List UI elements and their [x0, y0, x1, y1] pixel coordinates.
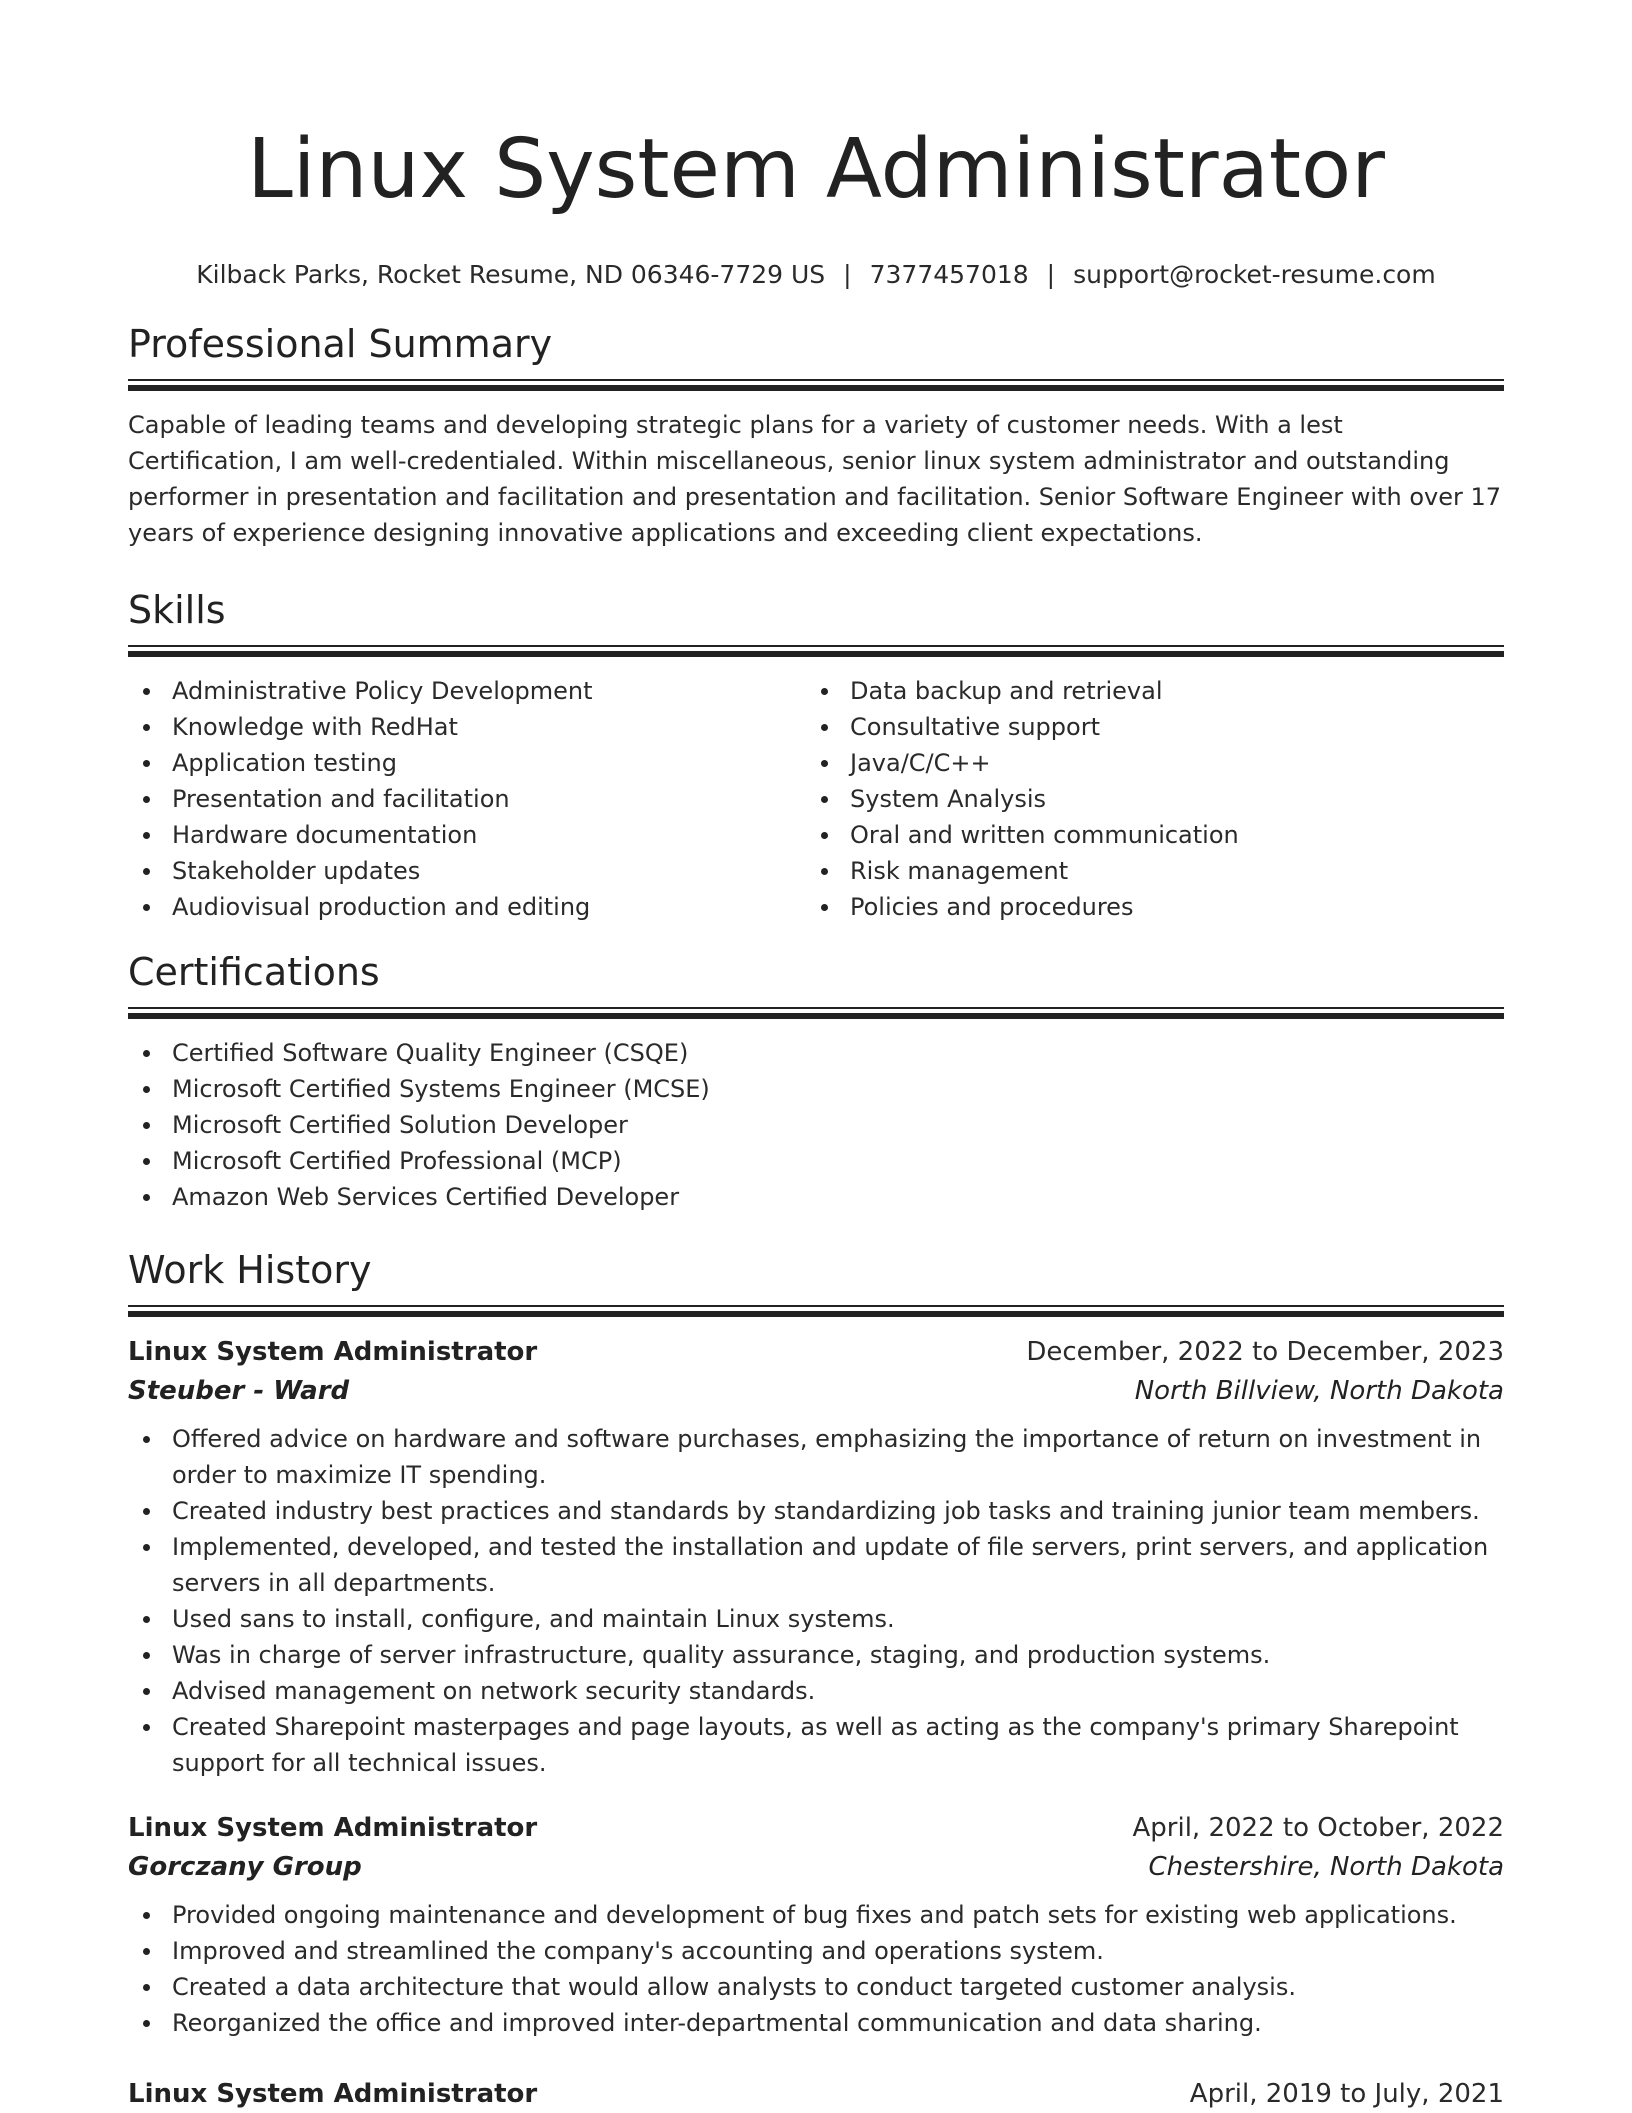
job-dates: April, 2019 to July, 2021	[1189, 2079, 1504, 2109]
certification-item: Microsoft Certified Professional (MCP)	[128, 1143, 1504, 1179]
certification-item: Microsoft Certified Solution Developer	[128, 1107, 1504, 1143]
job-title: Linux System Administrator	[128, 2079, 538, 2109]
section-divider	[128, 1305, 1504, 1319]
summary-section	[128, 321, 1504, 551]
job-subheader	[128, 1371, 1504, 1411]
job-bullet: Created Sharepoint masterpages and page layouts, as well as acting as the company's primary Sharepoint support for all technical issues.	[128, 1709, 1504, 1781]
job-title: Linux System Administrator	[128, 1813, 538, 1843]
job-bullet: Implemented, developed, and tested the installation and update of file servers, print servers, and application servers in all departments.	[128, 1529, 1504, 1601]
contact-separator: |	[843, 260, 852, 289]
skills-list-left	[128, 673, 806, 925]
skills-list-right	[806, 673, 1484, 925]
skills-columns	[128, 673, 1504, 925]
job-entry	[128, 1809, 1504, 2041]
job-entry	[128, 2075, 1504, 2113]
section-divider	[128, 645, 1504, 659]
resume-page	[128, 0, 1504, 2113]
job-location: North Billview, North Dakota	[1134, 1376, 1504, 1406]
job-header	[128, 2075, 1504, 2113]
job-bullet: Improved and streamlined the company's accounting and operations system.	[128, 1933, 1504, 1969]
job-bullet: Advised management on network security standards.	[128, 1673, 1504, 1709]
contact-address: Kilback Parks, Rocket Resume, ND 06346-7729 US	[196, 260, 826, 289]
job-bullet-list	[128, 1897, 1504, 2041]
job-bullet-list	[128, 1421, 1504, 1781]
job-entry	[128, 1333, 1504, 1781]
job-location: Chestershire, North Dakota	[1148, 1852, 1504, 1882]
summary-text: Capable of leading teams and developing strategic plans for a variety of customer needs. With a lest Certification, I am well-credentialed. Within miscellaneous, senior linux system administrator and outstanding performer in presentation and facilitation and presentation and facilitation. Senior Software Engineer with over 17 years of experience designing innovative applications and exceeding client expectations.	[128, 411, 1502, 547]
skill-item: Application testing	[128, 745, 806, 781]
skill-item: Presentation and facilitation	[128, 781, 806, 817]
job-dates: April, 2022 to October, 2022	[1132, 1813, 1504, 1843]
job-company: Gorczany Group	[128, 1852, 362, 1882]
skill-item: Stakeholder updates	[128, 853, 806, 889]
skill-item: Knowledge with RedHat	[128, 709, 806, 745]
section-title-skills: Skills	[128, 588, 226, 632]
job-company: Steuber - Ward	[128, 1376, 350, 1406]
skill-item: System Analysis	[806, 781, 1484, 817]
job-bullet: Reorganized the office and improved inter-departmental communication and data sharing.	[128, 2005, 1504, 2041]
skill-item: Administrative Policy Development	[128, 673, 806, 709]
certifications-section	[128, 949, 1504, 1215]
job-subheader	[128, 1847, 1504, 1887]
section-title-certifications: Certifications	[128, 950, 380, 994]
contact-phone: 7377457018	[869, 260, 1029, 289]
section-title-work-history: Work History	[128, 1248, 372, 1292]
section-divider	[128, 1007, 1504, 1021]
skill-item: Audiovisual production and editing	[128, 889, 806, 925]
resume-name: Linux System Administrator	[247, 122, 1385, 217]
job-bullet: Offered advice on hardware and software purchases, emphasizing the importance of return on investment in order to maximize IT spending.	[128, 1421, 1504, 1493]
certification-item: Certified Software Quality Engineer (CSQE)	[128, 1035, 1504, 1071]
job-bullet: Was in charge of server infrastructure, quality assurance, staging, and production systems.	[128, 1637, 1504, 1673]
section-title-summary: Professional Summary	[128, 322, 553, 366]
certification-item: Microsoft Certified Systems Engineer (MCSE)	[128, 1071, 1504, 1107]
skill-item: Consultative support	[806, 709, 1484, 745]
job-dates: December, 2022 to December, 2023	[1026, 1337, 1504, 1367]
skill-item: Oral and written communication	[806, 817, 1484, 853]
contact-email: support@rocket-resume.com	[1073, 260, 1436, 289]
skill-item: Data backup and retrieval	[806, 673, 1484, 709]
job-header	[128, 1333, 1504, 1371]
skill-item: Hardware documentation	[128, 817, 806, 853]
skill-item: Java/C/C++	[806, 745, 1484, 781]
skill-item: Policies and procedures	[806, 889, 1484, 925]
work-history-section	[128, 1247, 1504, 2113]
job-bullet: Created industry best practices and standards by standardizing job tasks and training junior team members.	[128, 1493, 1504, 1529]
job-title: Linux System Administrator	[128, 1337, 538, 1367]
certification-item: Amazon Web Services Certified Developer	[128, 1179, 1504, 1215]
contact-line	[128, 258, 1504, 292]
skill-item: Risk management	[806, 853, 1484, 889]
section-divider	[128, 379, 1504, 393]
job-bullet: Provided ongoing maintenance and development of bug fixes and patch sets for existing web applications.	[128, 1897, 1504, 1933]
job-header	[128, 1809, 1504, 1847]
job-bullet: Created a data architecture that would allow analysts to conduct targeted customer analysis.	[128, 1969, 1504, 2005]
job-bullet: Used sans to install, configure, and maintain Linux systems.	[128, 1601, 1504, 1637]
skills-section	[128, 587, 1504, 925]
certifications-list	[128, 1035, 1504, 1215]
contact-separator: |	[1046, 260, 1056, 289]
